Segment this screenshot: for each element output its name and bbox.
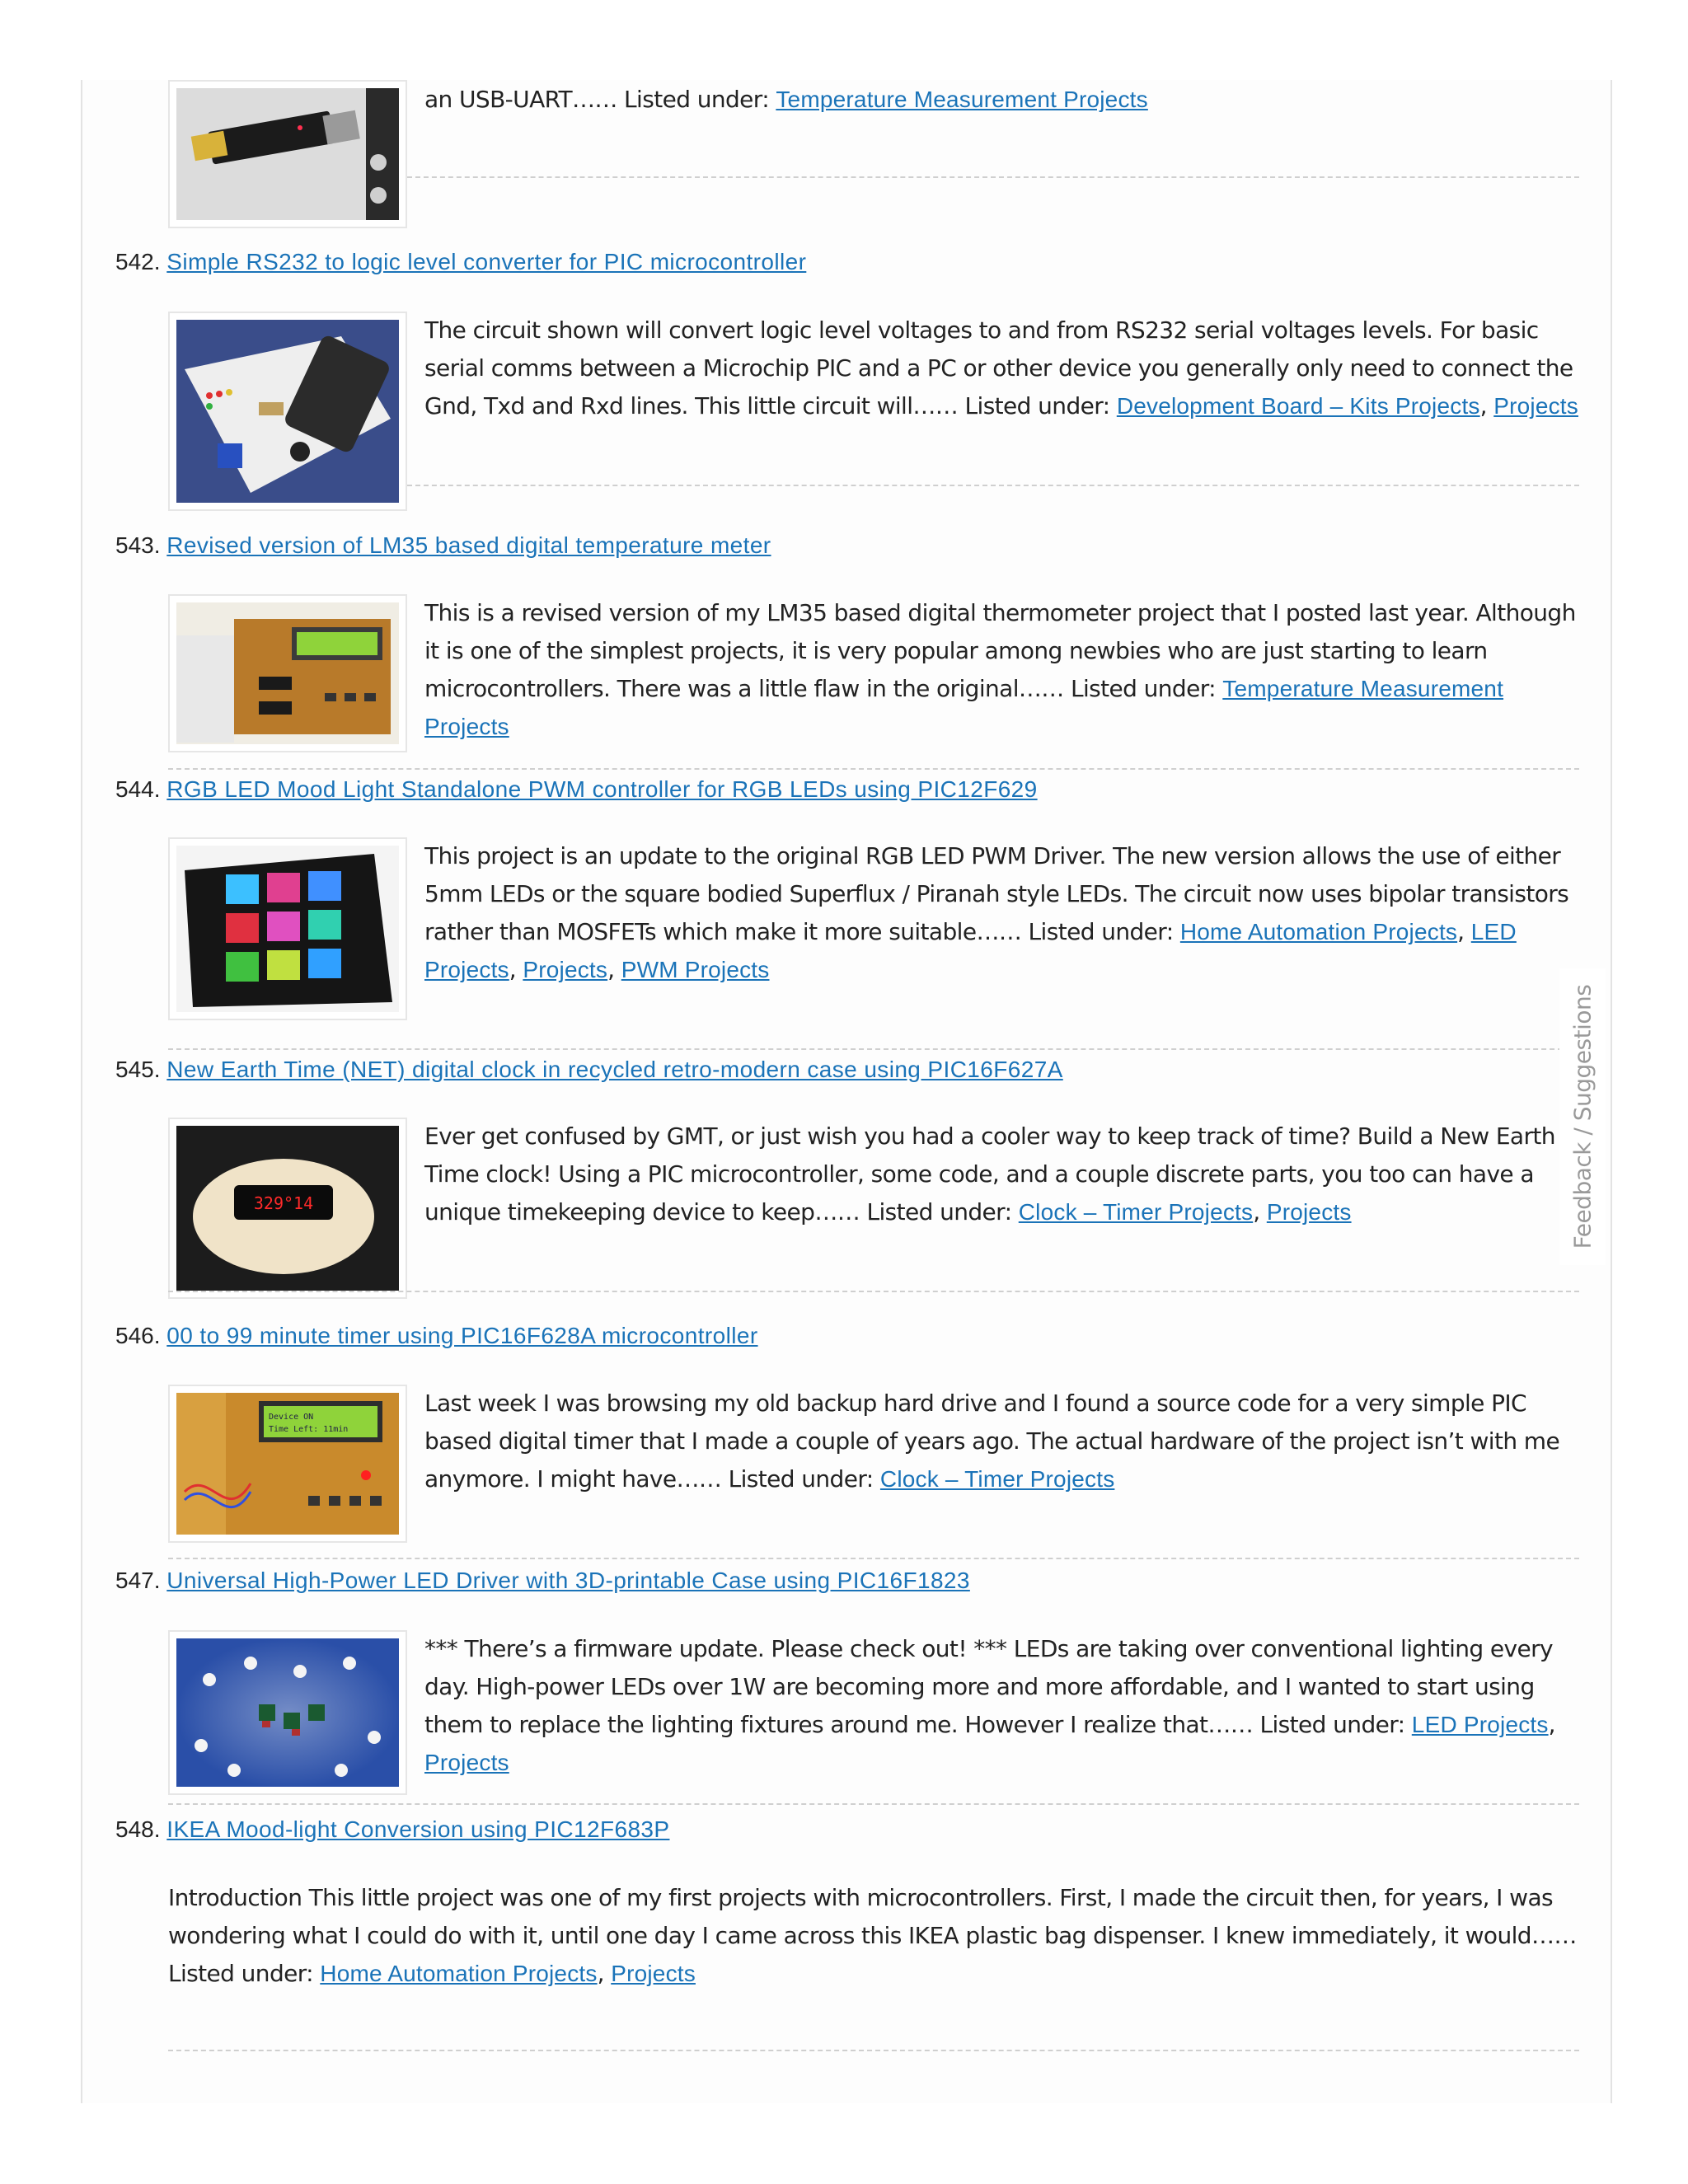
project-title-link[interactable]: Revised version of LM35 based digital temperature meter [166, 532, 771, 558]
entry-separator [168, 1803, 1579, 1805]
category-link[interactable]: Projects [611, 1961, 696, 1986]
category-link[interactable]: Temperature Measurement Projects [776, 87, 1148, 112]
project-title-row [115, 1055, 1063, 1085]
item-number: 545. [115, 1057, 161, 1082]
project-thumbnail[interactable] [168, 594, 407, 752]
description-text: an USB-UART…… Listed under: [424, 86, 776, 113]
description-text: Introduction This little project was one of my first projects with microcontrollers. First, I made the circuit then, for years, I was wondering what I could do with it, until one day I came across this IKEA plastic bag dispenser. I knew immediately, it would…… Listed under: [168, 1884, 1577, 1987]
entry-separator [168, 768, 1579, 770]
project-description [424, 81, 1578, 119]
project-title-link[interactable]: RGB LED Mood Light Standalone PWM controller for RGB LEDs using PIC12F629 [166, 776, 1038, 802]
category-link[interactable]: LED Projects [424, 919, 1517, 982]
rs232-converter-image [176, 320, 399, 503]
item-number: 548. [115, 1816, 161, 1842]
project-title-row [115, 531, 771, 560]
project-thumbnail[interactable] [168, 80, 407, 228]
project-title-row [115, 247, 806, 277]
project-title-row [115, 1321, 758, 1351]
feedback-suggestions-tab[interactable] [1559, 968, 1606, 1265]
item-number: 547. [115, 1568, 161, 1593]
project-title-link[interactable]: Universal High-Power LED Driver with 3D-printable Case using PIC16F1823 [166, 1568, 970, 1593]
project-description: The circuit shown will convert logic level voltages to and from RS232 serial voltages levels. For basic serial comms between a Microchip PIC and a PC or other device you generally only need to connect the Gnd, Txd and Rxd lines. This little circuit will…… Listed under: Development Board – Kits Projects, Projects [424, 316, 1578, 419]
clock-readout: 329°14 [253, 1193, 314, 1213]
entry-separator [168, 2050, 1579, 2051]
category-link[interactable]: Projects [1266, 1199, 1352, 1225]
category-link[interactable]: Projects [1493, 393, 1578, 419]
project-thumbnail[interactable] [168, 312, 407, 511]
category-link[interactable]: PWM Projects [621, 957, 770, 982]
item-number: 542. [115, 249, 161, 274]
lm35-thermometer-image [176, 602, 399, 744]
net-clock-image [176, 1126, 399, 1291]
project-title-link[interactable]: New Earth Time (NET) digital clock in recycled retro-modern case using PIC16F627A [166, 1057, 1063, 1082]
project-title-link[interactable]: 00 to 99 minute timer using PIC16F628A microcontroller [166, 1323, 758, 1348]
description-text: Last week I was browsing my old backup hard drive and I found a source code for a very simple PIC based digital timer that I made a couple of years ago. The actual hardware of the project isn’t with me anymore. I might have…… Listed under: [424, 1390, 1560, 1493]
project-thumbnail[interactable] [168, 1118, 407, 1299]
high-power-led-driver-image [176, 1638, 399, 1787]
project-title-link[interactable]: IKEA Mood-light Conversion using PIC12F683P [166, 1816, 670, 1842]
project-thumbnail[interactable] [168, 1385, 407, 1543]
item-number: 543. [115, 532, 161, 558]
project-description [424, 1385, 1578, 1498]
project-thumbnail[interactable] [168, 1630, 407, 1795]
usb-uart-image [176, 88, 399, 220]
project-title-row [115, 1815, 669, 1844]
project-title-row [115, 1566, 970, 1596]
category-link[interactable]: Projects [424, 1750, 509, 1775]
minute-timer-image [176, 1393, 399, 1535]
project-thumbnail[interactable] [168, 837, 407, 1020]
lcd-line-2: Time Left: 11min [269, 1425, 349, 1434]
category-link[interactable]: Projects [523, 957, 608, 982]
category-link[interactable]: Home Automation Projects [1179, 919, 1458, 944]
entry-separator [407, 176, 1579, 178]
category-link[interactable]: Clock – Timer Projects [879, 1466, 1115, 1492]
entry-separator [168, 1291, 1579, 1292]
description-text: This project is an update to the original RGB LED PWM Driver. The new version allows the use of either 5mm LEDs or the square bodied Superflux / Piranah style LEDs. The circuit now uses bipolar transistors rather than MOSFETs which make it more suitable…… Listed under: [424, 842, 1569, 945]
lcd-line-1: Device ON [269, 1413, 314, 1422]
description-text: Ever get confused by GMT, or just wish you had a cooler way to keep track of time? Build a New Earth Time clock! Using a PIC microcontroller, some code, and a couple discrete parts, you too can have a unique timekeeping device to keep…… Listed under: [424, 1122, 1555, 1226]
project-title-link[interactable]: Simple RS232 to logic level converter for PIC microcontroller [166, 249, 807, 274]
project-description: Ever get confused by GMT, or just wish you had a cooler way to keep track of time? Build a New Earth Time clock! Using a PIC microcontroller, some code, and a couple discrete parts, you too can have a unique timekeeping device to keep…… Listed under: Clock – Timer Projects, Projects [424, 1122, 1555, 1226]
project-title-row [115, 775, 1038, 804]
category-link[interactable]: Home Automation Projects [320, 1961, 598, 1986]
project-description: Introduction This little project was one of my first projects with microcontrollers. First, I made the circuit then, for years, I was wondering what I could do with it, until one day I came across this IKEA plastic bag dispenser. I knew immediately, it would…… Listed under: Home Automation Projects, Projects [168, 1884, 1577, 1987]
project-description [424, 594, 1578, 746]
description-text: The circuit shown will convert logic level voltages to and from RS232 serial voltages levels. For basic serial comms between a Microchip PIC and a PC or other device you generally only need to connect the Gnd, Txd and Rxd lines. This little circuit will…… Listed under: [424, 316, 1573, 419]
description-text: This is a revised version of my LM35 based digital thermometer project that I posted last year. Although it is one of the simplest projects, it is very popular among newbies who are just starting to learn microcontrollers. There was a little flaw in the original…… Listed under: [424, 599, 1576, 702]
entry-separator [407, 485, 1579, 486]
usb-uart-illustration [176, 88, 399, 220]
project-description: This project is an update to the original RGB LED PWM Driver. The new version allows the use of either 5mm LEDs or the square bodied Superflux / Piranah style LEDs. The circuit now uses bipolar transistors rather than MOSFETs which make it more suitable…… Listed under: Home Automation Projects, LED Projects, Projects, PWM Projects [424, 842, 1569, 983]
category-link[interactable]: LED Projects [1411, 1712, 1549, 1737]
feedback-tab-label: Feedback / Suggestions [1568, 984, 1597, 1249]
category-link[interactable]: Clock – Timer Projects [1018, 1199, 1254, 1225]
description-text: *** There’s a firmware update. Please check out! *** LEDs are taking over conventional lighting every day. High-power LEDs over 1W are becoming more and more affordable, and I wanted to start using them to replace the lighting fixtures around me. However I realize that…… Listed under: [424, 1635, 1554, 1738]
item-number: 546. [115, 1323, 161, 1348]
rgb-mood-light-image [176, 846, 399, 1012]
category-link[interactable]: Development Board – Kits Projects [1116, 393, 1480, 419]
item-number: 544. [115, 776, 161, 802]
project-description: *** There’s a firmware update. Please check out! *** LEDs are taking over conventional lighting every day. High-power LEDs over 1W are becoming more and more affordable, and I wanted to start using them to replace the lighting fixtures around me. However I realize that…… Listed under: LED Projects, Projects [424, 1635, 1555, 1775]
category-link[interactable]: Temperature Measurement Projects [424, 676, 1504, 739]
entry-separator [168, 1558, 1579, 1559]
entry-separator [168, 1048, 1579, 1050]
